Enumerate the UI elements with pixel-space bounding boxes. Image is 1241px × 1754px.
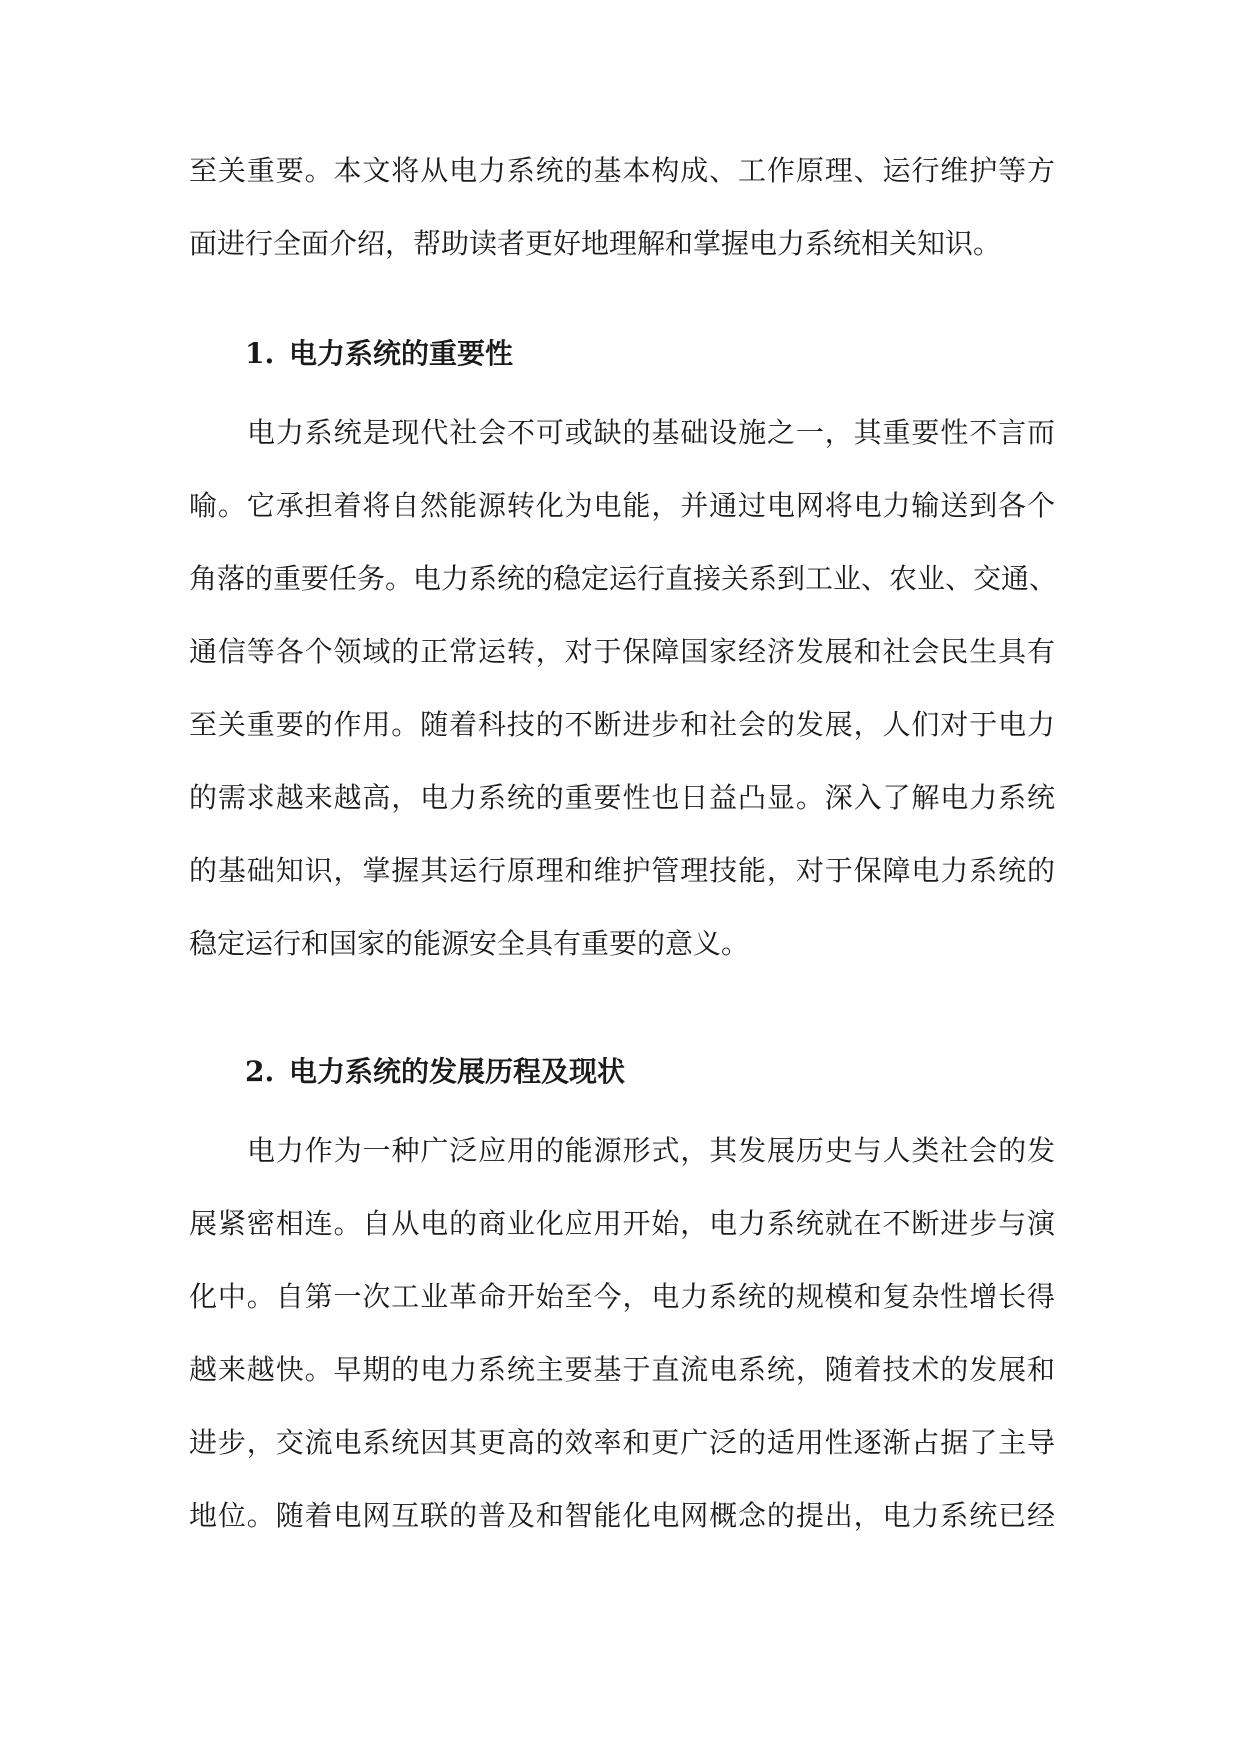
section-1-line-5: 至关重要的作用。随着科技的不断进步和社会的发展，人们对于电力: [189, 708, 1055, 741]
intro-paragraph: [189, 134, 1055, 280]
section-1-line-3: 角落的重要任务。电力系统的稳定运行直接关系到工业、农业、交通、: [189, 562, 1058, 595]
section-1-line-6: 的需求越来越高，电力系统的重要性也日益凸显。深入了解电力系统: [189, 781, 1055, 814]
section-2-title: 电力系统的发展历程及现状: [289, 1055, 626, 1088]
intro-line-1: 至关重要。本文将从电力系统的基本构成、工作原理、运行维护等方: [189, 154, 1055, 187]
section-2-line-5: 进步，交流电系统因其更高的效率和更广泛的适用性逐渐占据了主导: [189, 1426, 1055, 1459]
section-2-paragraph: [189, 1114, 1055, 1552]
section-2-line-3: 化中。自第一次工业革命开始至今，电力系统的规模和复杂性增长得: [189, 1280, 1055, 1313]
section-1-line-1: 电力系统是现代社会不可或缺的基础设施之一，其重要性不言而: [247, 416, 1055, 449]
section-1-heading: [245, 334, 513, 374]
section-2-line-2: 展紧密相连。自从电的商业化应用开始，电力系统就在不断进步与演: [189, 1207, 1055, 1240]
section-1-paragraph: [189, 396, 1058, 980]
section-1-number: 1.: [245, 337, 275, 370]
section-1-title: 电力系统的重要性: [289, 337, 514, 370]
section-2-line-4: 越来越快。早期的电力系统主要基于直流电系统，随着技术的发展和: [189, 1353, 1055, 1386]
section-2-heading: [245, 1052, 625, 1092]
intro-line-2: 面进行全面介绍，帮助读者更好地理解和掌握电力系统相关知识。: [189, 227, 1002, 260]
section-2-line-1: 电力作为一种广泛应用的能源形式，其发展历史与人类社会的发: [247, 1134, 1055, 1167]
section-2-number: 2.: [245, 1055, 275, 1088]
section-1-line-4: 通信等各个领域的正常运转，对于保障国家经济发展和社会民生具有: [189, 635, 1055, 668]
section-1-line-7: 的基础知识，掌握其运行原理和维护管理技能，对于保障电力系统的: [189, 854, 1055, 887]
section-1-line-8: 稳定运行和国家的能源安全具有重要的意义。: [189, 927, 750, 960]
section-1-line-2: 喻。它承担着将自然能源转化为电能，并通过电网将电力输送到各个: [189, 489, 1055, 522]
section-2-line-6: 地位。随着电网互联的普及和智能化电网概念的提出，电力系统已经: [189, 1499, 1055, 1532]
